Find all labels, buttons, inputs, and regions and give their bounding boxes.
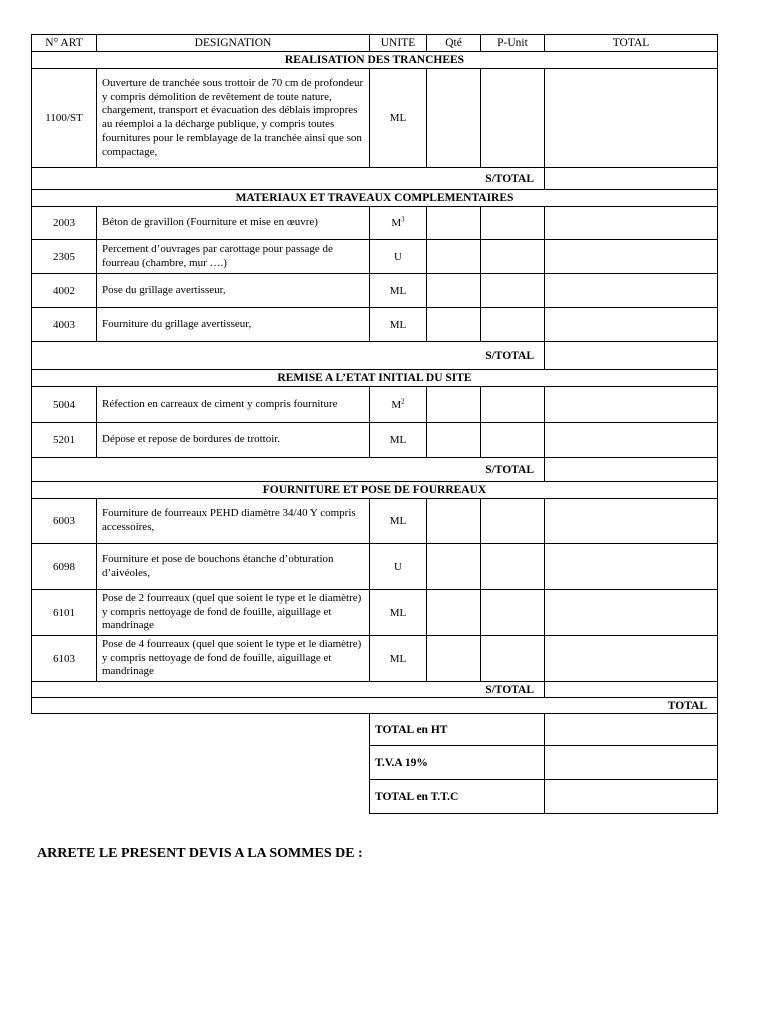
total-ttc-row xyxy=(32,780,718,814)
total-cell[interactable] xyxy=(545,423,718,458)
unit-cell: ML xyxy=(370,423,427,458)
designation-cell: Ouverture de tranchée sous trottoir de 70 cm de profondeur y compris démolition de revêtement de toute nature, chargement, transport et évacuation des déblais impropres au réemploi a la décharge publique, y compris toutes fournitures pour le remblayage de la tranchée ainsi que son compactage, xyxy=(97,69,370,168)
total-cell[interactable] xyxy=(545,240,718,274)
art-cell: 4002 xyxy=(32,274,97,308)
designation-cell: Percement d’ouvrages par carottage pour passage de fourreau (chambre, mur ….) xyxy=(97,240,370,274)
tva-value-cell[interactable] xyxy=(545,746,718,780)
unit-cell: U xyxy=(370,240,427,274)
subtotal-label: S/TOTAL xyxy=(32,342,545,370)
unit-price-cell[interactable] xyxy=(481,274,545,308)
total-cell[interactable] xyxy=(545,69,718,168)
table-row xyxy=(32,544,718,590)
unit-cell: ML xyxy=(370,274,427,308)
designation-cell: Béton de gravillon (Fourniture et mise en œuvre) xyxy=(97,207,370,240)
total-cell[interactable] xyxy=(545,274,718,308)
art-cell: 2305 xyxy=(32,240,97,274)
unit-cell: ML xyxy=(370,69,427,168)
designation-cell: Fourniture du grillage avertisseur, xyxy=(97,308,370,342)
unit-exponent: 3 xyxy=(401,215,405,224)
section-heading xyxy=(32,52,718,69)
total-cell[interactable] xyxy=(545,590,718,636)
total-ht-value-cell[interactable] xyxy=(545,714,718,746)
header-designation: DESIGNATION xyxy=(97,35,370,52)
unit-price-cell[interactable] xyxy=(481,308,545,342)
unit-price-cell[interactable] xyxy=(481,544,545,590)
subtotal-row xyxy=(32,458,718,482)
designation-cell: Fourniture de fourreaux PEHD diamètre 34/40 Y compris accessoires, xyxy=(97,499,370,544)
section-title-tranchees: REALISATION DES TRANCHEES xyxy=(32,52,718,69)
total-cell[interactable] xyxy=(545,544,718,590)
table-row xyxy=(32,499,718,544)
table-row xyxy=(32,423,718,458)
total-ht-label: TOTAL en HT xyxy=(370,714,545,746)
art-cell: 6101 xyxy=(32,590,97,636)
art-cell: 6003 xyxy=(32,499,97,544)
table-row xyxy=(32,240,718,274)
qty-cell[interactable] xyxy=(427,240,481,274)
designation-cell: Dépose et repose de bordures de trottoir. xyxy=(97,423,370,458)
table-row xyxy=(32,636,718,682)
unit-price-cell[interactable] xyxy=(481,636,545,682)
unit-cell: ML xyxy=(370,590,427,636)
unit-exponent: 2 xyxy=(401,396,405,405)
unit-text: M xyxy=(391,217,402,229)
subtotal-value-cell[interactable] xyxy=(545,342,718,370)
unit-cell: U xyxy=(370,544,427,590)
art-cell: 6098 xyxy=(32,544,97,590)
unit-price-cell[interactable] xyxy=(481,207,545,240)
art-cell: 1100/ST xyxy=(32,69,97,168)
header-art: N° ART xyxy=(32,35,97,52)
header-punit: P-Unit xyxy=(481,35,545,52)
total-cell[interactable] xyxy=(545,207,718,240)
section-title-fourreaux: FOURNITURE ET POSE DE FOURREAUX xyxy=(32,482,718,499)
arrete-statement: ARRETE LE PRESENT DEVIS A LA SOMMES DE : xyxy=(37,846,363,861)
subtotal-label: S/TOTAL xyxy=(32,168,545,190)
unit-price-cell[interactable] xyxy=(481,499,545,544)
table-row xyxy=(32,69,718,168)
unit-cell: ML xyxy=(370,308,427,342)
section-heading xyxy=(32,482,718,499)
art-cell: 5201 xyxy=(32,423,97,458)
art-cell: 2003 xyxy=(32,207,97,240)
table-row xyxy=(32,590,718,636)
subtotal-row xyxy=(32,682,718,698)
header-row xyxy=(32,35,718,52)
designation-cell: Pose de 4 fourreaux (quel que soient le type et le diamètre) y compris nettoyage de fond de fouille, aiguillage et mandrinage xyxy=(97,636,370,682)
total-cell[interactable] xyxy=(545,636,718,682)
qty-cell[interactable] xyxy=(427,544,481,590)
total-cell[interactable] xyxy=(545,387,718,423)
designation-cell: Fourniture et pose de bouchons étanche d’obturation d’aivéoles, xyxy=(97,544,370,590)
section-heading xyxy=(32,190,718,207)
subtotal-value-cell[interactable] xyxy=(545,682,718,698)
devis-table xyxy=(31,34,718,814)
unit-cell: ML xyxy=(370,636,427,682)
section-heading xyxy=(32,370,718,387)
qty-cell[interactable] xyxy=(427,387,481,423)
header-qte: Qté xyxy=(427,35,481,52)
subtotal-label: S/TOTAL xyxy=(32,458,545,482)
designation-cell: Pose du grillage avertisseur, xyxy=(97,274,370,308)
table-row xyxy=(32,387,718,423)
qty-cell[interactable] xyxy=(427,274,481,308)
qty-cell[interactable] xyxy=(427,423,481,458)
total-ttc-label: TOTAL en T.T.C xyxy=(370,780,545,814)
qty-cell[interactable] xyxy=(427,207,481,240)
total-cell[interactable] xyxy=(545,499,718,544)
unit-price-cell[interactable] xyxy=(481,69,545,168)
subtotal-value-cell[interactable] xyxy=(545,168,718,190)
qty-cell[interactable] xyxy=(427,69,481,168)
qty-cell[interactable] xyxy=(427,499,481,544)
header-total: TOTAL xyxy=(545,35,718,52)
grand-total-label: TOTAL xyxy=(32,698,718,714)
total-cell[interactable] xyxy=(545,308,718,342)
subtotal-label: S/TOTAL xyxy=(32,682,545,698)
total-ht-row xyxy=(32,714,718,746)
unit-cell: ML xyxy=(370,499,427,544)
section-title-materiaux: MATERIAUX ET TRAVEAUX COMPLEMENTAIRES xyxy=(32,190,718,207)
designation-cell: Pose de 2 fourreaux (quel que soient le type et le diamètre) y compris nettoyage de fond de fouille, aiguillage et mandrinage xyxy=(97,590,370,636)
total-ttc-value-cell[interactable] xyxy=(545,780,718,814)
tva-label: T.V.A 19% xyxy=(370,746,545,780)
unit-price-cell[interactable] xyxy=(481,387,545,423)
subtotal-row xyxy=(32,168,718,190)
table-row xyxy=(32,207,718,240)
art-cell: 5004 xyxy=(32,387,97,423)
table-row xyxy=(32,308,718,342)
unit-price-cell[interactable] xyxy=(481,423,545,458)
designation-cell: Réfection en carreaux de ciment y compris fourniture xyxy=(97,387,370,423)
tva-row xyxy=(32,746,718,780)
unit-cell xyxy=(370,387,427,423)
unit-cell xyxy=(370,207,427,240)
subtotal-value-cell[interactable] xyxy=(545,458,718,482)
qty-cell[interactable] xyxy=(427,636,481,682)
unit-price-cell[interactable] xyxy=(481,240,545,274)
header-unite: UNITE xyxy=(370,35,427,52)
section-title-remise: REMISE A L’ETAT INITIAL DU SITE xyxy=(32,370,718,387)
unit-price-cell[interactable] xyxy=(481,590,545,636)
art-cell: 4003 xyxy=(32,308,97,342)
unit-text: M xyxy=(391,398,402,411)
table-row xyxy=(32,274,718,308)
qty-cell[interactable] xyxy=(427,590,481,636)
subtotal-row xyxy=(32,342,718,370)
grand-total-row xyxy=(32,698,718,714)
art-cell: 6103 xyxy=(32,636,97,682)
qty-cell[interactable] xyxy=(427,308,481,342)
